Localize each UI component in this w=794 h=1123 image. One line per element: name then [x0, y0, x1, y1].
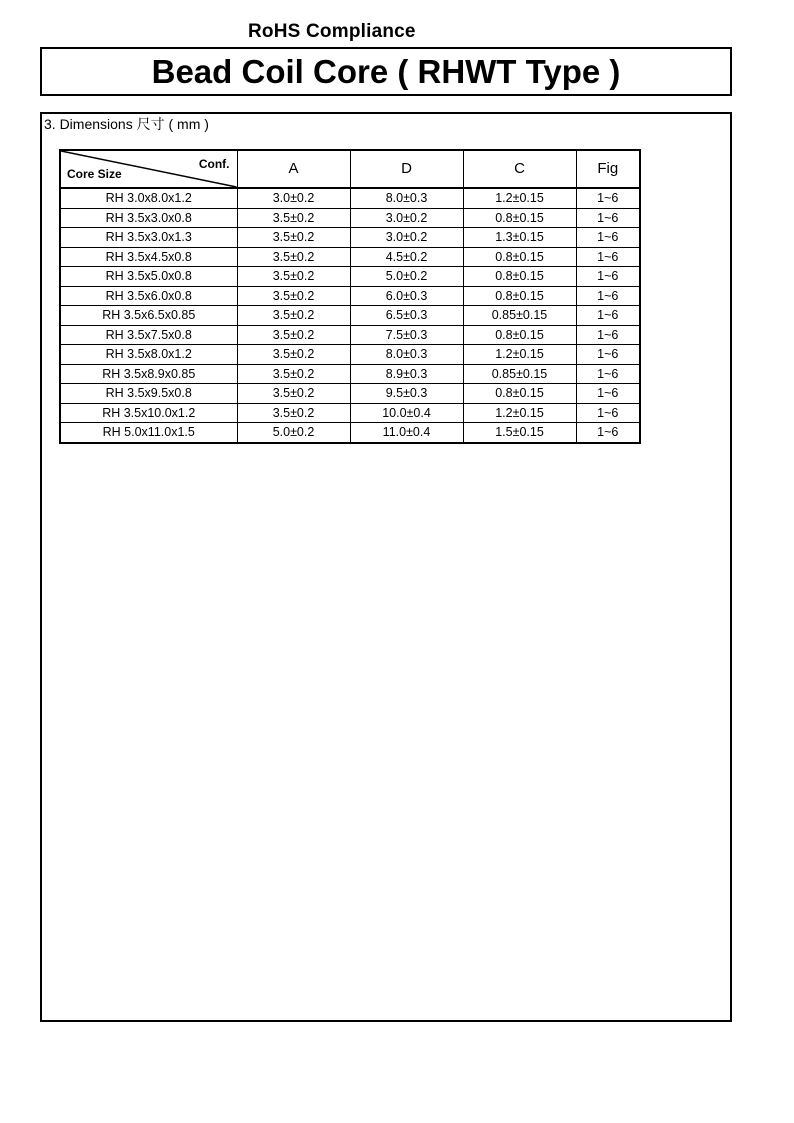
- title-box: [40, 47, 732, 96]
- table-row: [60, 267, 640, 287]
- core-size-cell: RH 3.5x6.0x0.8: [60, 286, 237, 306]
- core-size-cell: RH 3.5x8.9x0.85: [60, 364, 237, 384]
- c-value-cell: 1.2±0.15: [463, 345, 576, 365]
- a-value-cell: 3.0±0.2: [237, 188, 350, 208]
- core-size-cell: RH 3.5x10.0x1.2: [60, 403, 237, 423]
- d-value-cell: 7.5±0.3: [350, 325, 463, 345]
- column-header-d: D: [350, 150, 463, 188]
- table-row: [60, 403, 640, 423]
- a-value-cell: 3.5±0.2: [237, 267, 350, 287]
- fig-value-cell: 1~6: [576, 306, 640, 326]
- core-size-cell: RH 3.5x5.0x0.8: [60, 267, 237, 287]
- d-value-cell: 3.0±0.2: [350, 208, 463, 228]
- d-value-cell: 8.0±0.3: [350, 345, 463, 365]
- table-row: [60, 247, 640, 267]
- d-value-cell: 8.9±0.3: [350, 364, 463, 384]
- column-header-c: C: [463, 150, 576, 188]
- a-value-cell: 3.5±0.2: [237, 364, 350, 384]
- fig-value-cell: 1~6: [576, 247, 640, 267]
- d-value-cell: 6.5±0.3: [350, 306, 463, 326]
- fig-value-cell: 1~6: [576, 403, 640, 423]
- table-row: [60, 306, 640, 326]
- column-header-a: A: [237, 150, 350, 188]
- fig-value-cell: 1~6: [576, 208, 640, 228]
- table-row: [60, 423, 640, 443]
- d-value-cell: 8.0±0.3: [350, 188, 463, 208]
- c-value-cell: 0.8±0.15: [463, 286, 576, 306]
- table-row: [60, 325, 640, 345]
- c-value-cell: 0.8±0.15: [463, 247, 576, 267]
- a-value-cell: 3.5±0.2: [237, 325, 350, 345]
- fig-value-cell: 1~6: [576, 325, 640, 345]
- dimensions-table: [59, 149, 641, 444]
- core-size-cell: RH 3.5x3.0x1.3: [60, 228, 237, 248]
- table-row: [60, 188, 640, 208]
- fig-value-cell: 1~6: [576, 188, 640, 208]
- c-value-cell: 1.2±0.15: [463, 403, 576, 423]
- a-value-cell: 3.5±0.2: [237, 384, 350, 404]
- a-value-cell: 3.5±0.2: [237, 286, 350, 306]
- a-value-cell: 3.5±0.2: [237, 345, 350, 365]
- section-heading: 3. Dimensions 尺寸 ( mm ): [44, 116, 209, 132]
- table-row: [60, 286, 640, 306]
- core-size-cell: RH 3.5x3.0x0.8: [60, 208, 237, 228]
- a-value-cell: 3.5±0.2: [237, 228, 350, 248]
- core-size-cell: RH 3.0x8.0x1.2: [60, 188, 237, 208]
- table-header-row: [60, 150, 640, 188]
- c-value-cell: 0.8±0.15: [463, 325, 576, 345]
- fig-value-cell: 1~6: [576, 423, 640, 443]
- d-value-cell: 11.0±0.4: [350, 423, 463, 443]
- conf-label: Conf.: [198, 157, 230, 171]
- core-size-cell: RH 3.5x4.5x0.8: [60, 247, 237, 267]
- core-size-cell: RH 3.5x8.0x1.2: [60, 345, 237, 365]
- table-row: [60, 384, 640, 404]
- fig-value-cell: 1~6: [576, 228, 640, 248]
- a-value-cell: 3.5±0.2: [237, 208, 350, 228]
- d-value-cell: 6.0±0.3: [350, 286, 463, 306]
- core-size-cell: RH 5.0x11.0x1.5: [60, 423, 237, 443]
- d-value-cell: 3.0±0.2: [350, 228, 463, 248]
- table-row: [60, 228, 640, 248]
- core-size-cell: RH 3.5x6.5x0.85: [60, 306, 237, 326]
- c-value-cell: 0.8±0.15: [463, 384, 576, 404]
- core-size-label: Core Size: [67, 167, 122, 181]
- table-row: [60, 364, 640, 384]
- d-value-cell: 9.5±0.3: [350, 384, 463, 404]
- fig-value-cell: 1~6: [576, 364, 640, 384]
- d-value-cell: 5.0±0.2: [350, 267, 463, 287]
- a-value-cell: 3.5±0.2: [237, 306, 350, 326]
- a-value-cell: 3.5±0.2: [237, 403, 350, 423]
- core-size-cell: RH 3.5x7.5x0.8: [60, 325, 237, 345]
- a-value-cell: 5.0±0.2: [237, 423, 350, 443]
- column-header-fig: Fig: [576, 150, 640, 188]
- c-value-cell: 0.85±0.15: [463, 306, 576, 326]
- d-value-cell: 4.5±0.2: [350, 247, 463, 267]
- page-title: Bead Coil Core ( RHWT Type ): [151, 53, 621, 90]
- c-value-cell: 1.3±0.15: [463, 228, 576, 248]
- fig-value-cell: 1~6: [576, 267, 640, 287]
- table-row: [60, 345, 640, 365]
- d-value-cell: 10.0±0.4: [350, 403, 463, 423]
- fig-value-cell: 1~6: [576, 384, 640, 404]
- fig-value-cell: 1~6: [576, 286, 640, 306]
- core-size-cell: RH 3.5x9.5x0.8: [60, 384, 237, 404]
- c-value-cell: 1.2±0.15: [463, 188, 576, 208]
- fig-value-cell: 1~6: [576, 345, 640, 365]
- corner-header-cell: [60, 150, 237, 188]
- c-value-cell: 0.85±0.15: [463, 364, 576, 384]
- a-value-cell: 3.5±0.2: [237, 247, 350, 267]
- c-value-cell: 0.8±0.15: [463, 267, 576, 287]
- c-value-cell: 1.5±0.15: [463, 423, 576, 443]
- table-row: [60, 208, 640, 228]
- c-value-cell: 0.8±0.15: [463, 208, 576, 228]
- content-box: [40, 112, 732, 1022]
- rohs-compliance-label: RoHS Compliance: [248, 21, 416, 42]
